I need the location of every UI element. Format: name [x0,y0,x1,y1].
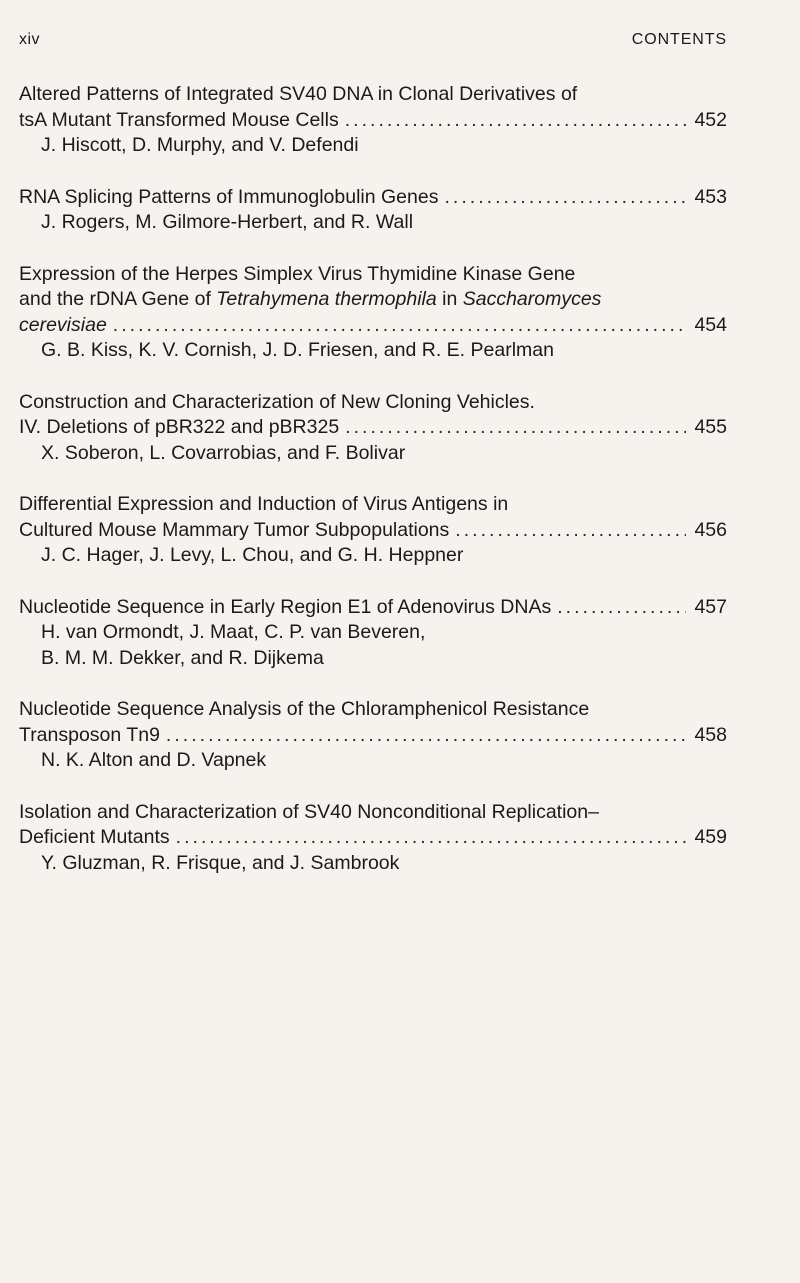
entry-title-line: Construction and Characterization of New Cloning Vehicles. [19,390,535,413]
entry-authors [19,210,727,236]
toc-entry[interactable] [19,492,727,569]
title-segment: in [436,288,463,310]
dot-leader [345,415,686,441]
toc-entry[interactable] [19,262,727,364]
entry-title-end: cerevisiae [19,313,107,336]
dot-leader [455,518,686,544]
entry-title-final-line [19,108,727,134]
author-line: B. M. M. Dekker, and R. Dijkema [41,646,324,669]
entry-title-line: Differential Expression and Induction of Virus Antigens in [19,493,509,515]
entry-authors [19,851,727,877]
entry-title-end: Cultured Mouse Mammary Tumor Subpopulations [19,518,450,541]
entry-title-final-line [19,825,727,851]
entry-authors [19,441,727,467]
author-line: N. K. Alton and D. Vapnek [41,749,267,771]
entry-page-number: 452 [694,108,727,131]
entry-title-final-line [19,185,727,211]
entry-title-line: Isolation and Characterization of SV40 Nonconditional Replication– [19,800,599,823]
entry-title-end: Nucleotide Sequence in Early Region E1 of Adenovirus DNAs [19,595,552,618]
entry-title-line: Altered Patterns of Integrated SV40 DNA in Clonal Derivatives of [19,83,578,105]
page-folio: xiv [19,31,41,48]
entry-title-end: Deficient Mutants [19,826,170,848]
entry-title-end: IV. Deletions of pBR322 and pBR325 [19,416,340,438]
entry-title-end: RNA Splicing Patterns of Immunoglobulin Genes [19,185,439,208]
entry-authors [19,543,727,569]
dot-leader [176,825,687,851]
toc-entry[interactable] [19,595,727,672]
species-name: Tetrahymena thermophila [216,288,437,310]
entry-title-line [19,287,727,313]
author-line: G. B. Kiss, K. V. Cornish, J. D. Friesen, and R. E. Pearlman [41,339,554,361]
entry-title-end: tsA Mutant Transformed Mouse Cells [19,108,339,131]
entry-title-final-line [19,415,727,441]
author-line: J. Hiscott, D. Murphy, and V. Defendi [41,134,359,156]
toc-entry[interactable] [19,697,727,774]
entry-page-number: 458 [694,723,727,746]
author-line: J. Rogers, M. Gilmore-Herbert, and R. Wall [41,211,414,233]
genus-name: Saccharomyces [462,288,602,310]
running-head [19,31,727,57]
entry-page-number: 457 [694,595,727,618]
author-line: X. Soberon, L. Covarrobias, and F. Bolivar [41,441,406,464]
entry-page-number: 453 [694,185,727,208]
entry-page-number: 459 [694,826,727,848]
author-line: H. van Ormondt, J. Maat, C. P. van Beveren, [41,621,426,643]
entry-page-number: 456 [694,518,727,541]
entry-page-number: 455 [694,416,727,438]
entry-authors [19,620,727,671]
dot-leader [166,723,687,749]
entry-page-number: 454 [694,313,727,336]
dot-leader [444,185,686,211]
entry-title-final-line [19,595,727,621]
dot-leader [557,595,686,621]
author-line: J. C. Hager, J. Levy, L. Chou, and G. H. Heppner [41,544,464,566]
entry-title-final-line [19,518,727,544]
entry-authors [19,748,727,774]
entry-title-line: Expression of the Herpes Simplex Virus Thymidine Kinase Gene [19,262,576,285]
toc-entry[interactable] [19,800,727,877]
author-line: Y. Gluzman, R. Frisque, and J. Sambrook [41,851,400,874]
title-segment: and the rDNA Gene of [19,288,217,310]
toc-entry[interactable] [19,390,727,467]
entry-authors [19,338,727,364]
toc-entry[interactable] [19,82,727,159]
dot-leader [113,313,687,339]
section-title: CONTENTS [631,31,727,48]
entry-authors [19,133,727,159]
entry-title-end: Transposon Tn9 [19,723,160,746]
dot-leader [345,108,687,134]
entry-title-final-line [19,313,727,339]
table-of-contents [19,82,727,876]
entry-title-final-line [19,723,727,749]
toc-entry[interactable] [19,185,727,236]
entry-title-line: Nucleotide Sequence Analysis of the Chloramphenicol Resistance [19,698,590,720]
